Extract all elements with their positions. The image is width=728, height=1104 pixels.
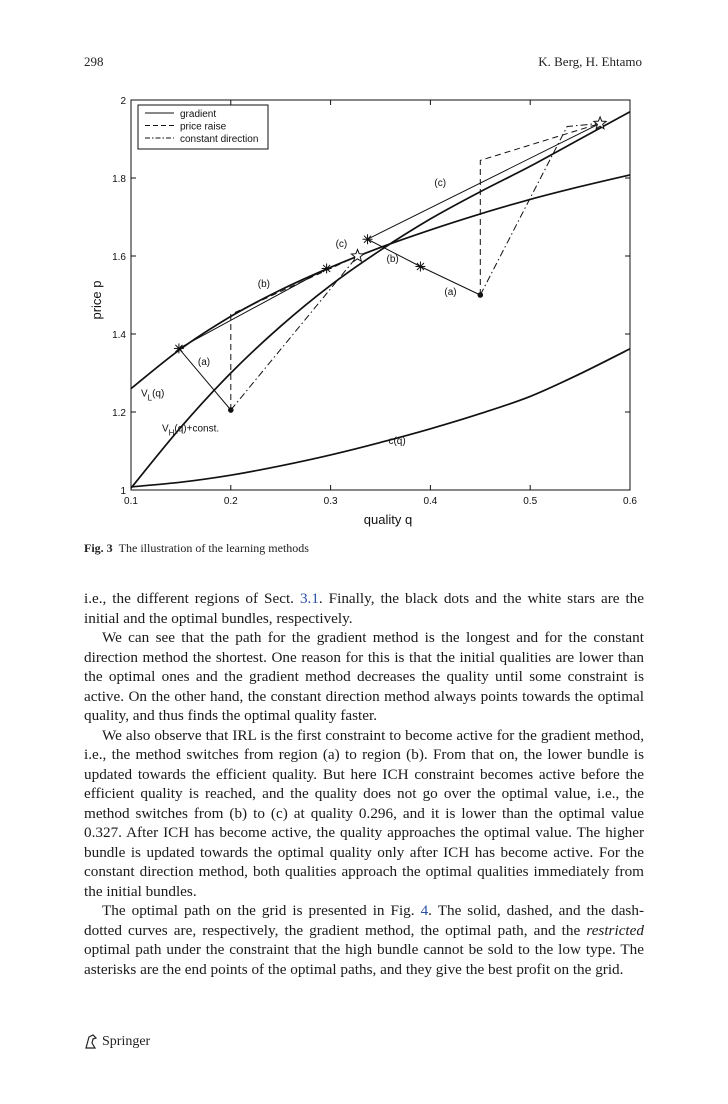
path-gradient-low (179, 269, 327, 411)
initial-bundle-dot (478, 292, 484, 298)
path-gradient-high (368, 123, 601, 295)
initial-bundle-dot (228, 407, 234, 413)
y-tick-label: 1.4 (112, 330, 126, 341)
region-annotation: (b) (386, 253, 399, 265)
p1-text-b: . Finally, the black dots and the white stars are the initial and the optimal bundles, respectively. (84, 590, 645, 627)
paragraph-1 (84, 589, 644, 628)
p4-emphasis: restricted (586, 921, 644, 939)
publisher-name: Springer (102, 1034, 151, 1049)
asterisk-marker (415, 262, 425, 272)
curve-cost (131, 349, 630, 487)
region-annotation: (a) (444, 287, 457, 298)
x-axis-label: quality q (363, 512, 413, 527)
p4-text-c: optimal path under the constraint that the high bundle cannot be sold to the low type. The asterisks are the end points of the optimal paths, and they give the best profit on the grid. (84, 941, 644, 978)
region-annotation: (b) (257, 279, 270, 291)
curve-label: $V_H(q)+const$. (161, 423, 220, 438)
p4-text-a: The optimal path on the grid is presented in Fig. (102, 902, 421, 919)
y-tick-label: 1 (120, 486, 126, 497)
caption-text: The illustration of the learning methods (118, 541, 309, 555)
y-tick-label: 1.8 (112, 174, 126, 185)
figure-ref-link[interactable]: 4 (420, 902, 429, 919)
legend-label: gradient (180, 109, 217, 120)
x-tick-label: 0.6 (623, 496, 637, 507)
x-tick-label: 0.5 (523, 496, 538, 507)
x-tick-label: 0.2 (223, 496, 238, 507)
paragraph-4 (84, 901, 644, 979)
body-text (84, 589, 644, 979)
paragraph-2: We can see that the path for the gradient method is the longest and for the constant direction method the shortest. One reason for this is that the initial qualities are lower than the optimal ones and the gradient method decreases the quality until some constraint is active. On the other hand, the constant direction method always points towards the optimal quality, and thus finds the optimal quality faster. (84, 629, 644, 724)
legend (138, 105, 268, 149)
optimal-bundle-star (351, 250, 363, 262)
legend-label: price raise (180, 121, 227, 133)
path-const-dir-low (231, 256, 358, 410)
section-ref-link[interactable]: 3.1 (299, 590, 319, 607)
y-tick-label: 2 (120, 96, 126, 107)
paragraph-3: We also observe that IRL is the first constraint to become active for the gradient method, i.e., the method switches from region (a) to region (b). From that on, the lower bundle is updated towards the efficient quality. But here ICH constraint becomes active before the efficient quality is reached, and the quality does not go over the optimal value, i.e., the method switches from (b) to (c) at quality 0.296, and it is lower than the optimal value 0.327. After ICH has become active, the quality approaches the optimal value. The higher bundle is updated towards the optimal quality only after ICH has become active. For the constant direction method, both qualities approach the optimal qualities immediately from the initial bundles. (84, 726, 644, 900)
y-tick-label: 1.2 (112, 408, 126, 419)
springer-horse-icon (84, 1034, 98, 1050)
asterisk-marker (174, 343, 184, 353)
figure-caption (84, 541, 309, 556)
figure-3-chart (0, 0, 728, 540)
p1-text-a: i.e., the different regions of Sect. (84, 590, 300, 607)
x-tick-label: 0.3 (323, 496, 338, 507)
running-header-authors: K. Berg, H. Ehtamo (538, 54, 642, 69)
curve-label: $V_L(q)$ (140, 388, 165, 403)
x-tick-label: 0.4 (423, 496, 438, 507)
caption-label: Fig. 3 (84, 541, 113, 555)
legend-label: constant direction (180, 134, 259, 145)
p4-text-b: . The solid, dashed, and the dash-dotted curves are, respectively, the gradient method, the optimal path, and the (84, 902, 644, 939)
y-axis-label: price p (89, 280, 104, 320)
asterisk-marker (322, 263, 332, 273)
y-tick-label: 1.6 (112, 252, 126, 263)
page-number: 298 (84, 54, 104, 69)
asterisk-marker (363, 234, 373, 244)
optimal-bundle-star (594, 117, 606, 129)
region-annotation: (c) (434, 177, 447, 189)
region-annotation: (a) (197, 357, 211, 369)
x-tick-label: 0.1 (124, 496, 138, 507)
region-annotation: (c) (335, 239, 348, 251)
region-annotation: c(q) (388, 435, 406, 447)
footer (84, 1034, 150, 1050)
